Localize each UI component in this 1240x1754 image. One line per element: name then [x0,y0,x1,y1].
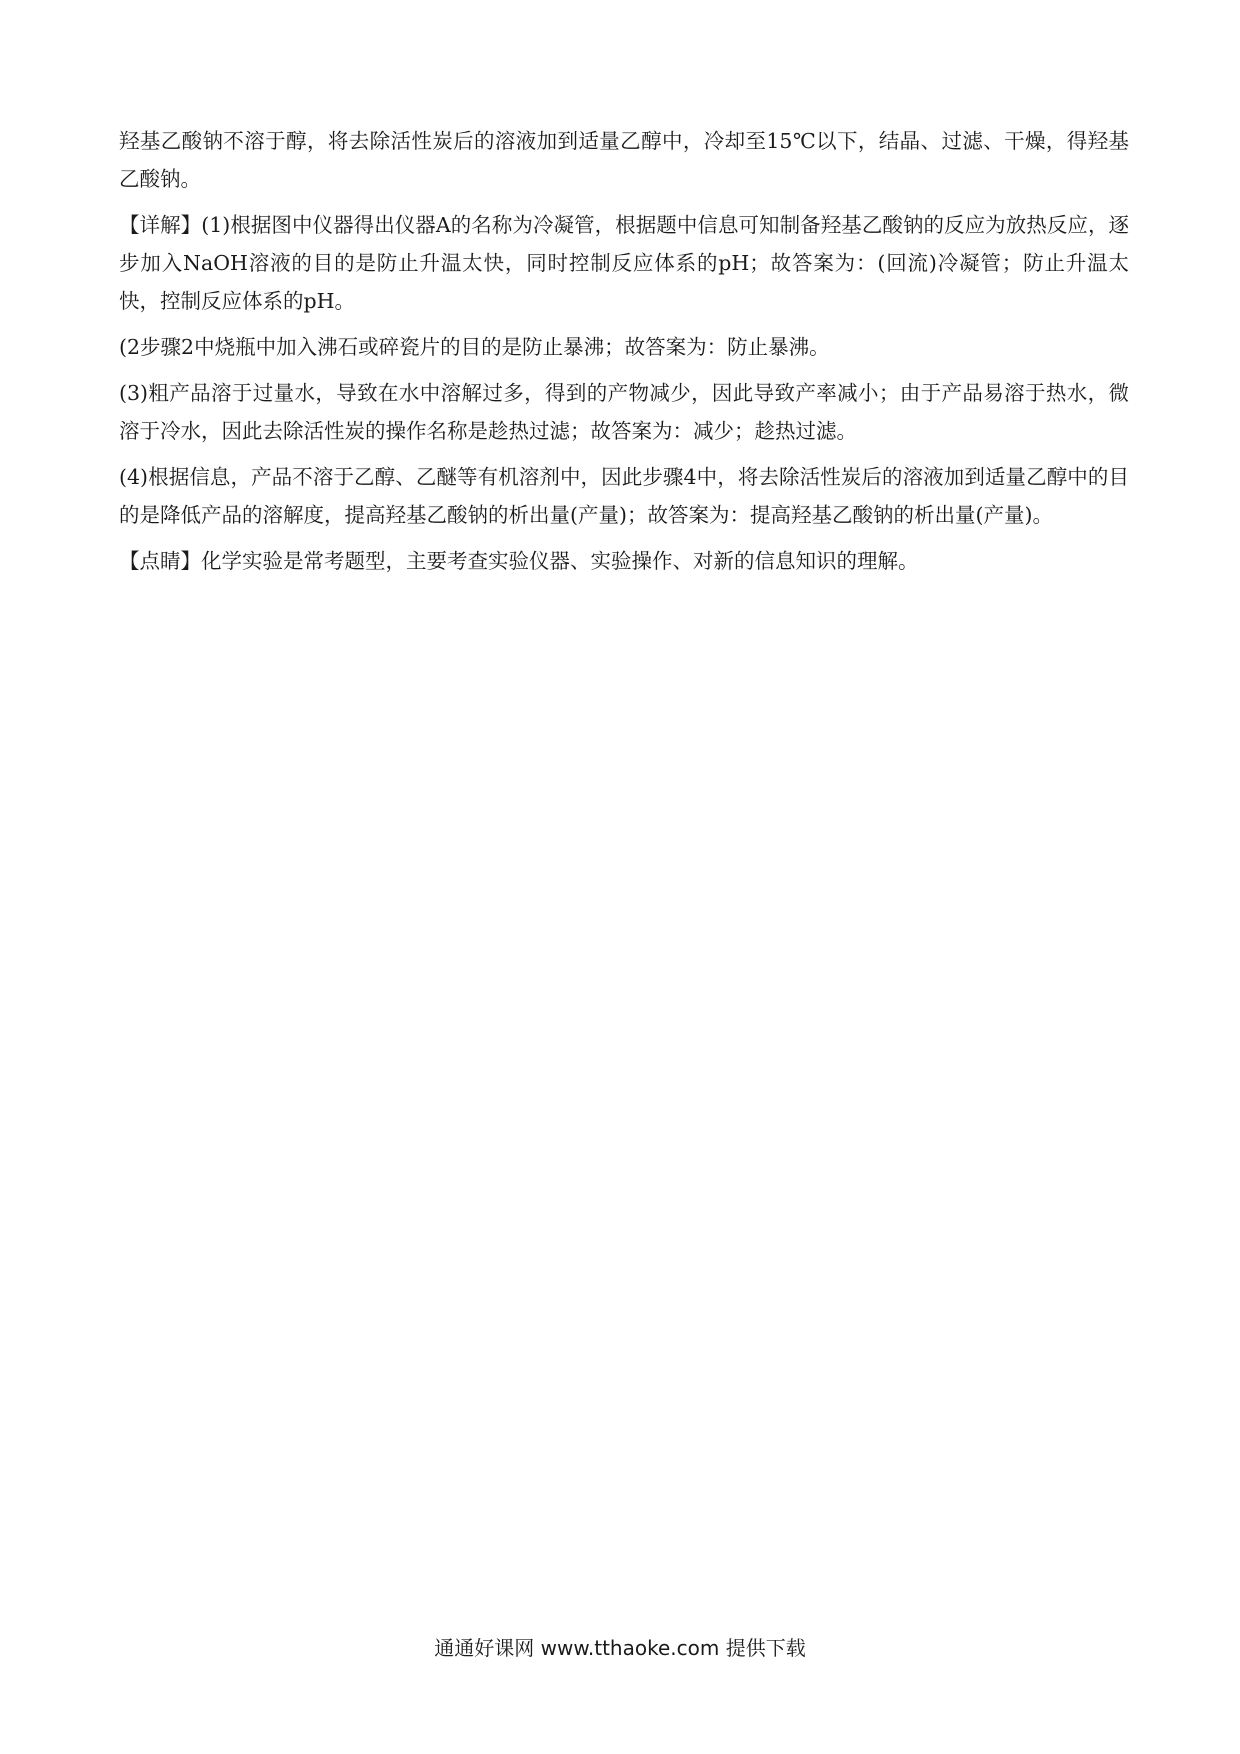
paragraph-detail-3: (3)粗产品溶于过量水，导致在水中溶解过多，得到的产物减少，因此导致产率减小；由于产品易溶于热水，微溶于冷水，因此去除活性炭的操作名称是趁热过滤；故答案为：减少；趁热过滤。 [119,381,1129,443]
paragraph-conclusion: 羟基乙酸钠不溶于醇，将去除活性炭后的溶液加到适量乙醇中，冷却至15℃以下，结晶、过滤、干燥，得羟基乙酸钠。 [119,129,1129,191]
answer-explanation [119,122,1129,588]
paragraph-detail-4: (4)根据信息，产品不溶于乙醇、乙醚等有机溶剂中，因此步骤4中，将去除活性炭后的溶液加到适量乙醇中的目的是降低产品的溶解度，提高羟基乙酸钠的析出量(产量)；故答案为：提高羟基乙酸钠的析出量(产量)。 [119,465,1129,527]
paragraph-comment: 【点睛】化学实验是常考题型，主要考查实验仪器、实验操作、对新的信息知识的理解。 [119,549,919,573]
paragraph-detail-1: 【详解】(1)根据图中仪器得出仪器A的名称为冷凝管，根据题中信息可知制备羟基乙酸钠的反应为放热反应，逐步加入NaOH溶液的目的是防止升温太快，同时控制反应体系的pH；故答案为：(回流)冷凝管；防止升温太快，控制反应体系的pH。 [119,213,1129,313]
page-footer: 通通好课网 www.tthaoke.com 提供下载 [434,1636,806,1660]
paragraph-detail-2: (2步骤2中烧瓶中加入沸石或碎瓷片的目的是防止暴沸；故答案为：防止暴沸。 [119,335,830,359]
